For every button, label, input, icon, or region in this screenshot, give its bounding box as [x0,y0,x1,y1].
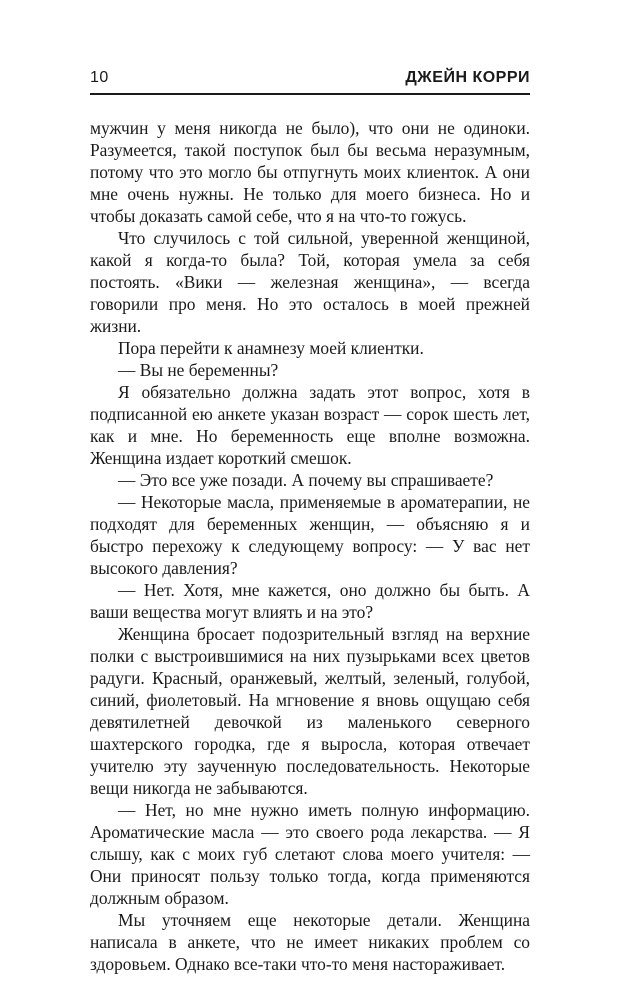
paragraph: — Нет. Хотя, мне кажется, оно должно бы быть. А ваши вещества могут влиять и на это? [90,580,530,622]
paragraph: Я обязательно должна задать этот вопрос, хотя в подписанной ею анкете указан возраст — сорок шесть лет, как и мне. Но беременность еще вполне возможна. Женщина издает короткий смешок. [90,382,530,468]
page-number: 10 [90,69,109,86]
body-text [90,117,530,975]
paragraph: Пора перейти к анамнезу моей клиентки. [118,338,424,358]
paragraph: Женщина бросает подозрительный взгляд на верхние полки с выстроившимися на них пузырьками всех цветов радуги. Красный, оранжевый, желтый, зеленый, голубой, синий, фиолетовый. На мгновение я вновь ощущаю себя девятилетней девочкой из маленького северного шахтерского городка, где я выросла, которая отвечает учителю эту заученную последовательность. Некоторые вещи никогда не забываются. [90,624,530,798]
running-head [90,68,530,95]
paragraph: мужчин у меня никогда не было), что они не одиноки. Разумеется, такой поступок был бы весьма неразумным, потому что это могло бы отпугнуть моих клиенток. А они мне очень нужны. Не только для моего бизнеса. Но и чтобы доказать самой себе, что я на что-то гожусь. [90,118,530,226]
book-page [90,68,530,975]
paragraph: — Нет, но мне нужно иметь полную информацию. Ароматические масла — это своего рода лекарства. — Я слышу, как с моих губ слетают слова моего учителя: — Они приносят пользу только тогда, когда применяются должным образом. [90,800,530,908]
paragraph: Мы уточняем еще некоторые детали. Женщина написала в анкете, что не имеет никаких проблем со здоровьем. Однако все-таки что-то меня настораживает. [90,910,530,974]
paragraph: — Некоторые масла, применяемые в ароматерапии, не подходят для беременных женщин, — объясняю я и быстро перехожу к следующему вопросу: — У вас нет высокого давления? [90,492,530,578]
paragraph: — Вы не беременны? [118,360,279,380]
author-name: ДЖЕЙН КОРРИ [405,69,530,86]
paragraph: Что случилось с той сильной, уверенной женщиной, какой я когда-то была? Той, которая умела за себя постоять. «Вики — железная женщина», — всегда говорили про меня. Но это осталось в моей прежней жизни. [90,228,530,336]
paragraph: — Это все уже позади. А почему вы спрашиваете? [118,470,494,490]
